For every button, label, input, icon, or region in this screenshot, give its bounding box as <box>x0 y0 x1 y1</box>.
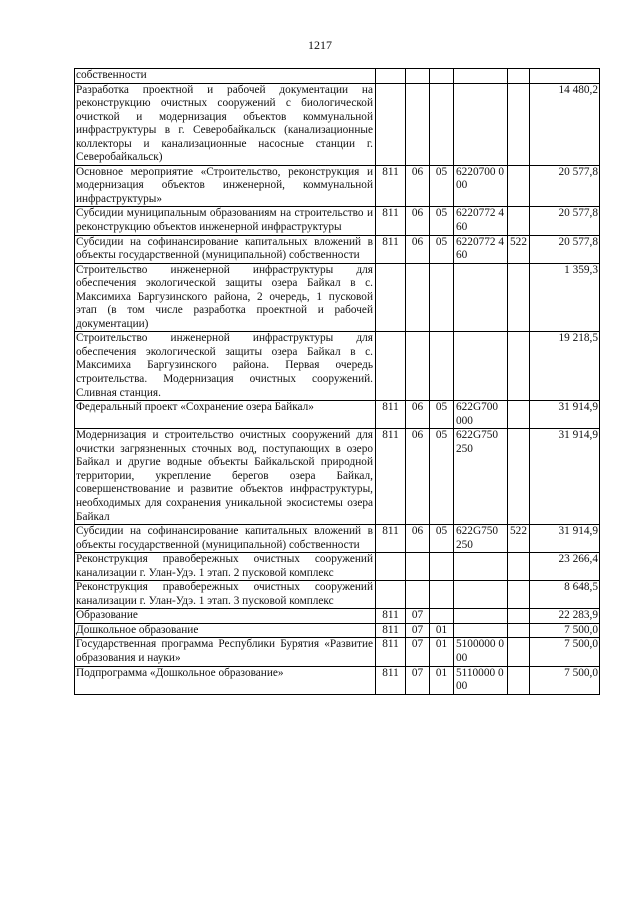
table-row <box>75 207 600 235</box>
ministry-code-cell <box>376 332 406 401</box>
subsection-code-cell <box>430 332 454 401</box>
subsection-code-cell: 01 <box>430 623 454 638</box>
row-name-cell: Дошкольное образование <box>75 623 376 638</box>
expense-type-code-cell <box>508 263 530 332</box>
target-article-code-cell: 6220772 460 <box>454 235 508 263</box>
subsection-code-cell: 05 <box>430 429 454 525</box>
target-article-code-cell: 622G750 250 <box>454 525 508 553</box>
subsection-code-cell: 05 <box>430 235 454 263</box>
ministry-code-cell: 811 <box>376 165 406 207</box>
expense-type-code-cell <box>508 69 530 84</box>
ministry-code-cell: 811 <box>376 525 406 553</box>
ministry-code-cell: 811 <box>376 207 406 235</box>
section-code-cell <box>406 263 430 332</box>
target-article-code-cell: 622G700 000 <box>454 401 508 429</box>
ministry-code-cell: 811 <box>376 609 406 624</box>
subsection-code-cell: 05 <box>430 401 454 429</box>
row-name-cell: Субсидии муниципальным образованиям на строительство и реконструкцию объектов инженерной инфраструктуры <box>75 207 376 235</box>
target-article-code-cell <box>454 332 508 401</box>
section-code-cell <box>406 83 430 165</box>
section-code-cell: 06 <box>406 401 430 429</box>
row-name-cell: Разработка проектной и рабочей документации на реконструкцию очистных сооружений с биологической очисткой и модернизация объектов коммунальной инфраструктуры в г. Северобайкальск (канализационные коллекторы и канализационные насосные станции г. Северобайкальск) <box>75 83 376 165</box>
target-article-code-cell <box>454 83 508 165</box>
amount-cell: 20 577,8 <box>530 165 600 207</box>
section-code-cell: 06 <box>406 429 430 525</box>
section-code-cell: 06 <box>406 235 430 263</box>
row-name-cell: Модернизация и строительство очистных сооружений для очистки загрязненных сточных вод, поступающих в озеро Байкал и другие водные объекты Байкальской природной территории, укрепление берегов озера Байкал, совершенствование и развитие объектов инфраструктуры, необходимых для сохранения уникальной экосистемы озера Байкал <box>75 429 376 525</box>
section-code-cell <box>406 69 430 84</box>
subsection-code-cell: 01 <box>430 666 454 694</box>
table-row <box>75 666 600 694</box>
amount-cell <box>530 69 600 84</box>
ministry-code-cell <box>376 69 406 84</box>
section-code-cell: 06 <box>406 207 430 235</box>
subsection-code-cell <box>430 83 454 165</box>
table-row <box>75 609 600 624</box>
target-article-code-cell: 6220700 000 <box>454 165 508 207</box>
amount-cell: 20 577,8 <box>530 235 600 263</box>
ministry-code-cell: 811 <box>376 429 406 525</box>
table-row <box>75 83 600 165</box>
ministry-code-cell: 811 <box>376 638 406 666</box>
row-name-cell: Государственная программа Республики Бурятия «Развитие образования и науки» <box>75 638 376 666</box>
budget-table-body <box>75 69 600 695</box>
section-code-cell: 07 <box>406 623 430 638</box>
row-name-cell: Реконструкция правобережных очистных сооружений канализации г. Улан-Удэ. 1 этап. 3 пусковой комплекс <box>75 581 376 609</box>
table-row <box>75 525 600 553</box>
table-row <box>75 553 600 581</box>
subsection-code-cell: 05 <box>430 207 454 235</box>
ministry-code-cell: 811 <box>376 401 406 429</box>
table-row <box>75 165 600 207</box>
row-name-cell: Основное мероприятие «Строительство, реконструкция и модернизация объектов инженерной, коммунальной инфраструктуры» <box>75 165 376 207</box>
table-row <box>75 623 600 638</box>
subsection-code-cell: 05 <box>430 525 454 553</box>
target-article-code-cell: 5110000 000 <box>454 666 508 694</box>
expense-type-code-cell <box>508 609 530 624</box>
subsection-code-cell: 05 <box>430 165 454 207</box>
expense-type-code-cell <box>508 553 530 581</box>
expense-type-code-cell <box>508 332 530 401</box>
expense-type-code-cell: 522 <box>508 235 530 263</box>
target-article-code-cell <box>454 609 508 624</box>
table-row <box>75 332 600 401</box>
amount-cell: 1 359,3 <box>530 263 600 332</box>
ministry-code-cell: 811 <box>376 666 406 694</box>
section-code-cell <box>406 553 430 581</box>
expense-type-code-cell <box>508 623 530 638</box>
target-article-code-cell: 5100000 000 <box>454 638 508 666</box>
budget-table <box>74 68 600 695</box>
amount-cell: 22 283,9 <box>530 609 600 624</box>
target-article-code-cell <box>454 623 508 638</box>
target-article-code-cell: 6220772 460 <box>454 207 508 235</box>
row-name-cell: Субсидии на софинансирование капитальных вложений в объекты государственной (муниципальной) собственности <box>75 235 376 263</box>
row-name-cell: Федеральный проект «Сохранение озера Байкал» <box>75 401 376 429</box>
amount-cell: 14 480,2 <box>530 83 600 165</box>
table-row <box>75 401 600 429</box>
expense-type-code-cell <box>508 401 530 429</box>
target-article-code-cell <box>454 263 508 332</box>
page-number: 1217 <box>308 38 332 52</box>
ministry-code-cell <box>376 553 406 581</box>
ministry-code-cell: 811 <box>376 235 406 263</box>
target-article-code-cell <box>454 553 508 581</box>
expense-type-code-cell <box>508 429 530 525</box>
section-code-cell: 07 <box>406 666 430 694</box>
section-code-cell: 06 <box>406 525 430 553</box>
target-article-code-cell: 622G750 250 <box>454 429 508 525</box>
row-name-cell: Образование <box>75 609 376 624</box>
subsection-code-cell <box>430 263 454 332</box>
expense-type-code-cell <box>508 207 530 235</box>
section-code-cell: 07 <box>406 609 430 624</box>
amount-cell: 31 914,9 <box>530 401 600 429</box>
table-row <box>75 263 600 332</box>
amount-cell: 7 500,0 <box>530 638 600 666</box>
expense-type-code-cell: 522 <box>508 525 530 553</box>
target-article-code-cell <box>454 581 508 609</box>
expense-type-code-cell <box>508 666 530 694</box>
table-row <box>75 429 600 525</box>
row-name-cell: собственности <box>75 69 376 84</box>
table-row <box>75 69 600 84</box>
subsection-code-cell <box>430 69 454 84</box>
row-name-cell: Субсидии на софинансирование капитальных вложений в объекты государственной (муниципальной) собственности <box>75 525 376 553</box>
amount-cell: 23 266,4 <box>530 553 600 581</box>
expense-type-code-cell <box>508 83 530 165</box>
section-code-cell <box>406 332 430 401</box>
table-row <box>75 638 600 666</box>
table-row <box>75 235 600 263</box>
amount-cell: 7 500,0 <box>530 623 600 638</box>
amount-cell: 31 914,9 <box>530 429 600 525</box>
amount-cell: 20 577,8 <box>530 207 600 235</box>
expense-type-code-cell <box>508 581 530 609</box>
row-name-cell: Подпрограмма «Дошкольное образование» <box>75 666 376 694</box>
row-name-cell: Строительство инженерной инфраструктуры для обеспечения экологической защиты озера Байкал в с. Максимиха Баргузинского района, 2 очередь, 1 пусковой этап (в том числе разработка проектной и рабочей документации) <box>75 263 376 332</box>
subsection-code-cell <box>430 553 454 581</box>
subsection-code-cell <box>430 609 454 624</box>
amount-cell: 31 914,9 <box>530 525 600 553</box>
ministry-code-cell: 811 <box>376 623 406 638</box>
section-code-cell: 07 <box>406 638 430 666</box>
section-code-cell <box>406 581 430 609</box>
ministry-code-cell <box>376 263 406 332</box>
row-name-cell: Реконструкция правобережных очистных сооружений канализации г. Улан-Удэ. 1 этап. 2 пусковой комплекс <box>75 553 376 581</box>
subsection-code-cell: 01 <box>430 638 454 666</box>
ministry-code-cell <box>376 581 406 609</box>
expense-type-code-cell <box>508 638 530 666</box>
table-row <box>75 581 600 609</box>
section-code-cell: 06 <box>406 165 430 207</box>
subsection-code-cell <box>430 581 454 609</box>
ministry-code-cell <box>376 83 406 165</box>
expense-type-code-cell <box>508 165 530 207</box>
amount-cell: 19 218,5 <box>530 332 600 401</box>
amount-cell: 8 648,5 <box>530 581 600 609</box>
amount-cell: 7 500,0 <box>530 666 600 694</box>
target-article-code-cell <box>454 69 508 84</box>
row-name-cell: Строительство инженерной инфраструктуры для обеспечения экологической защиты озера Байкал в с. Максимиха Баргузинского района. Первая очередь строительства. Модернизация очистных сооружений. Сливная станция. <box>75 332 376 401</box>
